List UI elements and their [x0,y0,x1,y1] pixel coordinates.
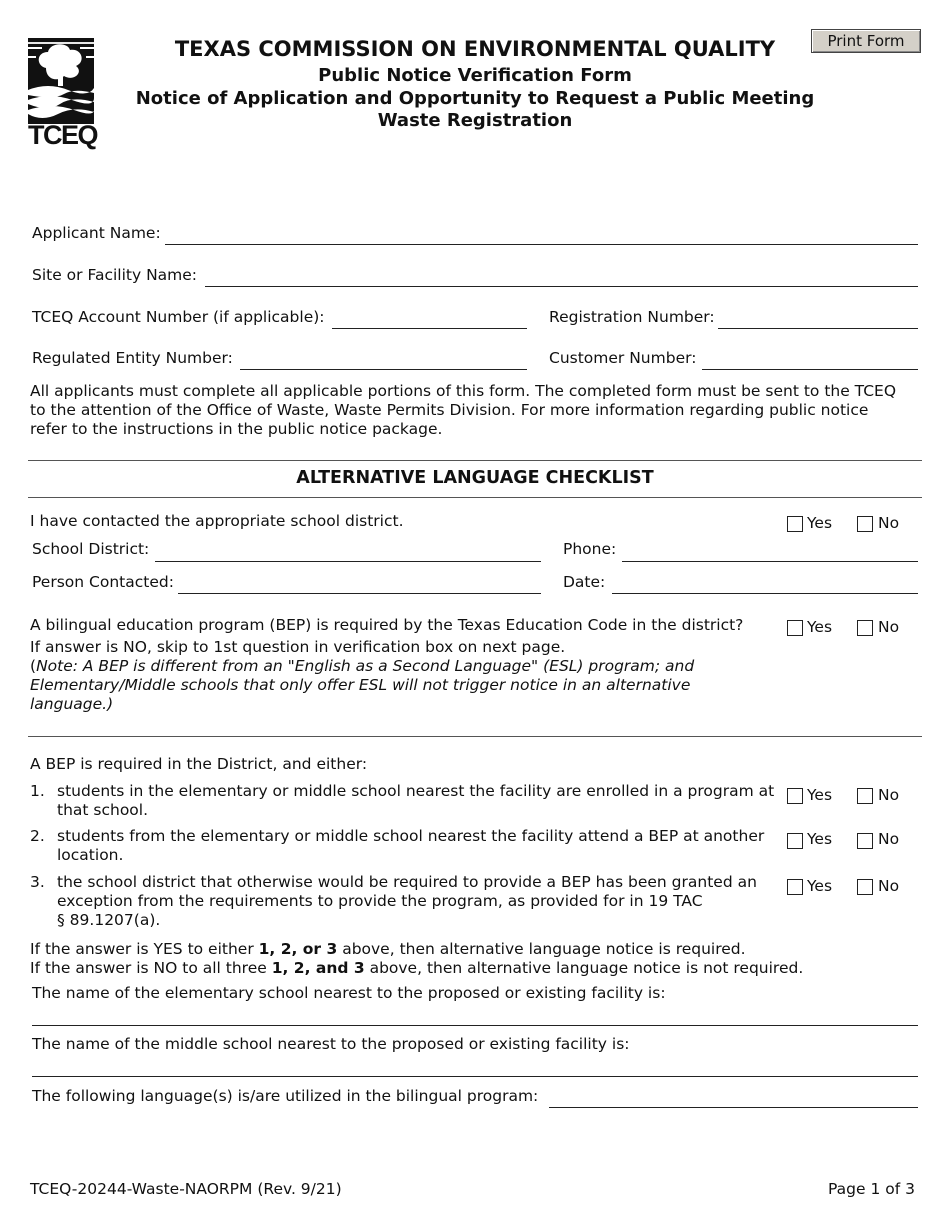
item-3-text: the school district that otherwise would be required to provide a BEP has been granted an exception from the requirements to provide the program, as provided for in 19 TAC § 89.1207(a). [57,873,757,929]
registration-number-label: Registration Number: [549,308,715,326]
item-number: 3. [30,873,45,891]
item-1-yes-checkbox[interactable] [787,788,803,804]
note-line-3: language.) [30,695,114,713]
rule-yes: If the answer is YES to either 1, 2, or 3 above, then alternative language notice is required. [30,940,746,958]
instructions-line-3: refer to the instructions in the public notice package. [30,420,443,438]
yes-label: Yes [807,514,833,532]
person-contacted-input[interactable] [178,593,541,594]
school-district-label: School District: [32,540,150,558]
item-2-no-checkbox[interactable] [857,833,873,849]
elementary-school-label: The name of the elementary school nearest to the proposed or existing facility is: [32,984,666,1002]
no-label: No [878,877,900,895]
bep-skip-instruction: If answer is NO, skip to 1st question in verification box on next page. [30,638,566,656]
note-line-1: (Note: A BEP is different from an "English as a Second Language" (ESL) program; and [30,657,695,675]
note-line-2: Elementary/Middle schools that only offer ESL will not trigger notice in an alternative [30,676,691,694]
rule-no: If the answer is NO to all three 1, 2, and 3 above, then alternative language notice is not required. [30,959,804,977]
contacted-yes-checkbox[interactable] [787,516,803,532]
logo-text: TCEQ [28,120,98,150]
middle-school-input[interactable] [32,1076,918,1077]
item-2-yes-checkbox[interactable] [787,833,803,849]
item-number: 2. [30,827,45,845]
divider [28,460,922,461]
form-subtitle-2: Waste Registration [377,110,573,131]
checklist-heading: ALTERNATIVE LANGUAGE CHECKLIST [296,468,654,488]
applicant-name-label: Applicant Name: [32,224,161,242]
date-input[interactable] [612,593,918,594]
bep-yes-checkbox[interactable] [787,620,803,636]
school-district-input[interactable] [155,561,541,562]
middle-school-label: The name of the middle school nearest to the proposed or existing facility is: [32,1035,630,1053]
date-label: Date: [563,573,606,591]
yes-label: Yes [807,830,833,848]
page-number: Page 1 of 3 [828,1180,915,1198]
person-contacted-label: Person Contacted: [32,573,174,591]
phone-input[interactable] [622,561,918,562]
instructions [30,382,930,439]
form-id: TCEQ-20244-Waste-NAORPM (Rev. 9/21) [30,1180,342,1198]
no-label: No [878,830,900,848]
account-number-label: TCEQ Account Number (if applicable): [32,308,325,326]
customer-number-label: Customer Number: [549,349,697,367]
customer-number-input[interactable] [702,369,918,370]
item-number: 1. [30,782,45,800]
languages-input[interactable] [549,1107,918,1108]
regulated-entity-input[interactable] [240,369,527,370]
yes-label: Yes [807,618,833,636]
no-label: No [878,514,900,532]
yes-label: Yes [807,877,833,895]
instructions-line-2: to the attention of the Office of Waste, Waste Permits Division. For more information regarding public notice [30,401,869,419]
bep-no-checkbox[interactable] [857,620,873,636]
phone-label: Phone: [563,540,617,558]
notice-rules [30,940,930,978]
divider [28,497,922,498]
item-3-yes-checkbox[interactable] [787,879,803,895]
bep-question: A bilingual education program (BEP) is required by the Texas Education Code in the district? [30,616,744,634]
agency-title: TEXAS COMMISSION ON ENVIRONMENTAL QUALITY [174,37,776,61]
site-name-label: Site or Facility Name: [32,266,198,284]
item-1-text: students in the elementary or middle school nearest the facility are enrolled in a program at that school. [57,782,775,819]
regulated-entity-label: Regulated Entity Number: [32,349,233,367]
form-subtitle: Notice of Application and Opportunity to Request a Public Meeting [135,88,815,109]
divider [28,736,922,737]
account-number-input[interactable] [332,328,527,329]
contacted-no-checkbox[interactable] [857,516,873,532]
languages-label: The following language(s) is/are utilized in the bilingual program: [32,1087,539,1105]
form-title: Public Notice Verification Form [318,65,632,86]
item-2-text: students from the elementary or middle school nearest the facility attend a BEP at another location. [57,827,765,864]
no-label: No [878,618,900,636]
no-label: No [878,786,900,804]
instructions-line-1: All applicants must complete all applicable portions of this form. The completed form must be sent to the TCEQ [30,382,897,400]
yes-label: Yes [807,786,833,804]
print-form-button[interactable]: Print Form [811,29,921,53]
bep-intro: A BEP is required in the District, and either: [30,755,368,773]
elementary-school-input[interactable] [32,1025,918,1026]
contacted-question: I have contacted the appropriate school district. [30,512,404,530]
bep-note [30,638,790,714]
site-name-input[interactable] [205,286,918,287]
item-1-no-checkbox[interactable] [857,788,873,804]
registration-number-input[interactable] [718,328,918,329]
applicant-name-input[interactable] [165,244,918,245]
item-3-no-checkbox[interactable] [857,879,873,895]
